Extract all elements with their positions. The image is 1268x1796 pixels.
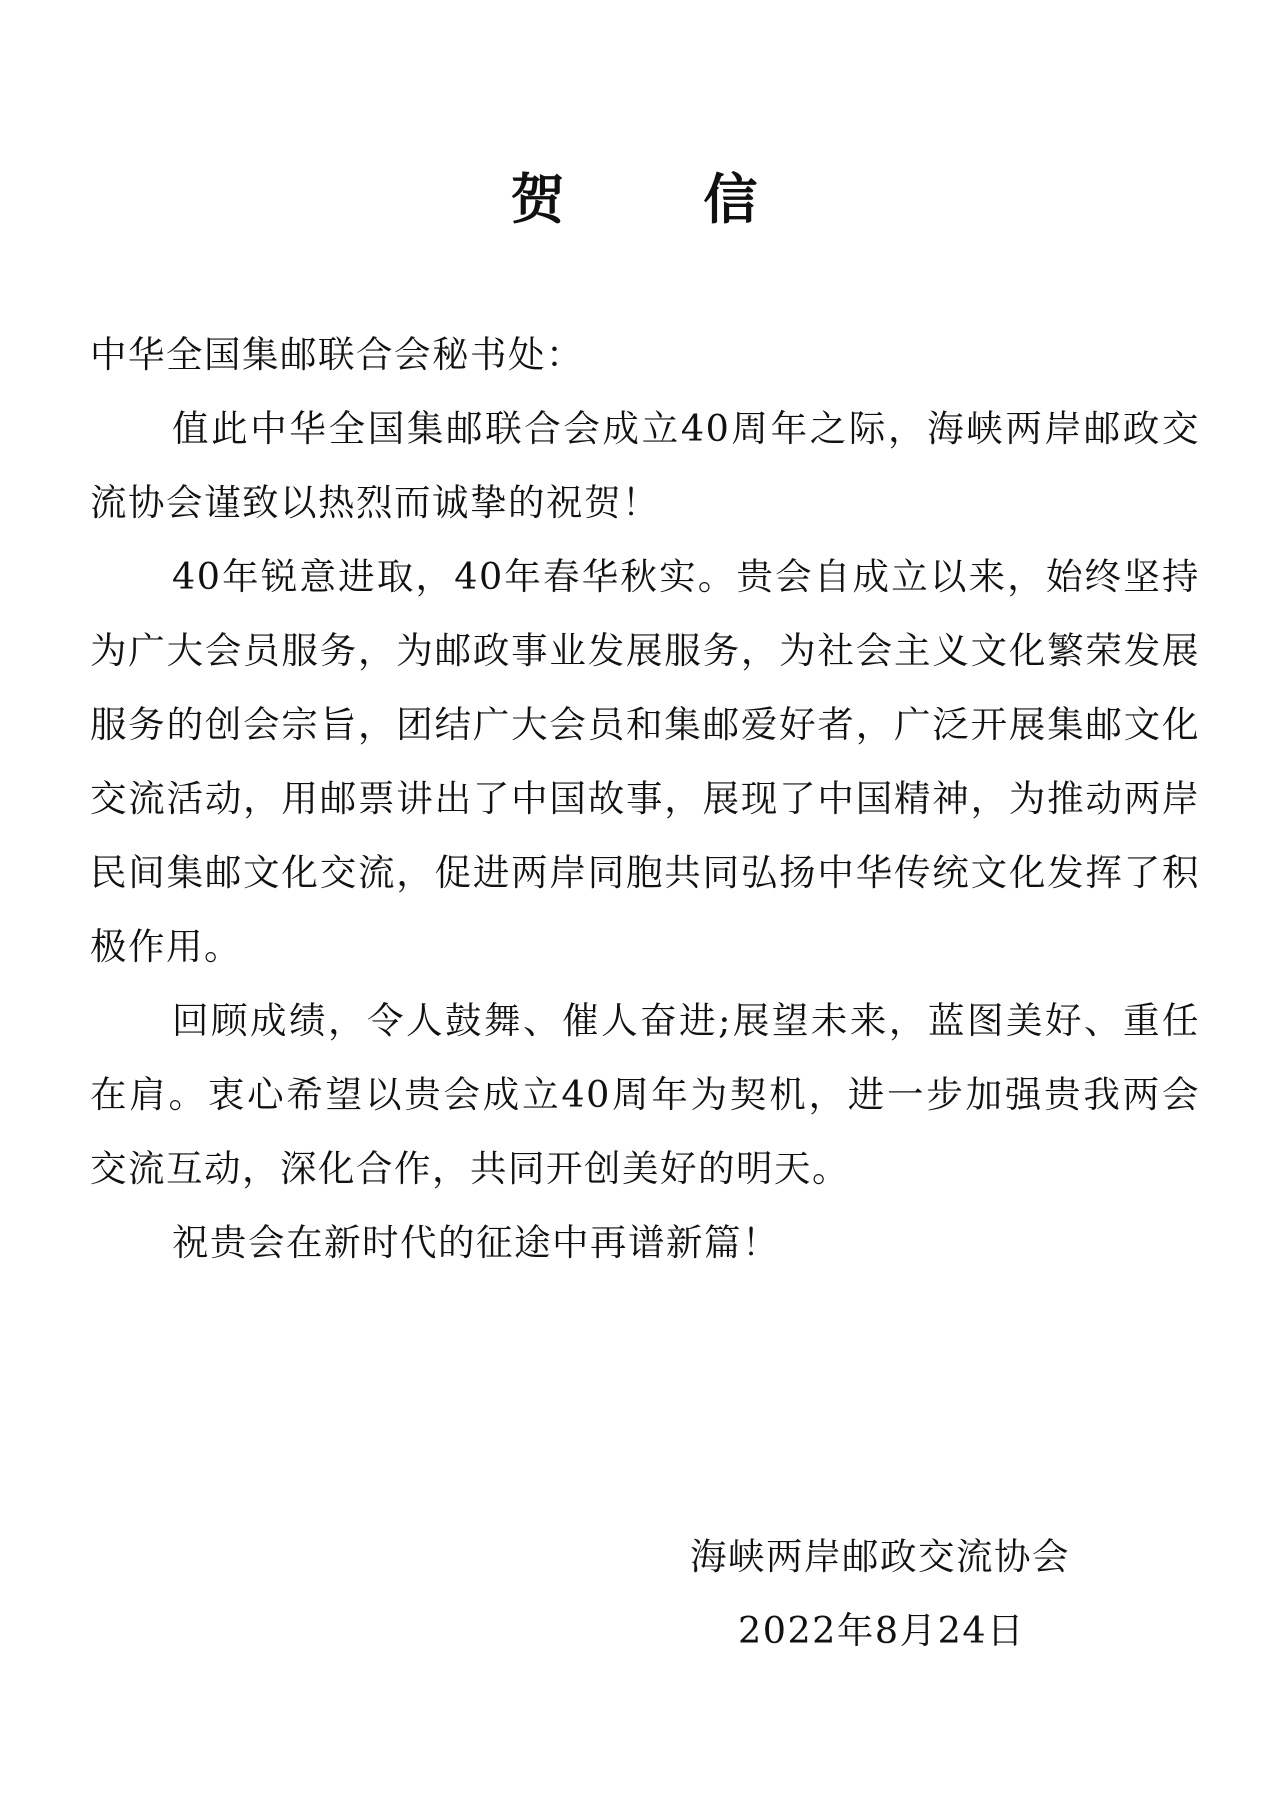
signature-date: 2022年8月24日 <box>738 1609 1026 1652</box>
letter-paragraph: 值此中华全国集邮联合会成立40周年之际，海峡两岸邮政交流协会谨致以热烈而诚挚的祝贺！ <box>90 407 1200 524</box>
letter-body <box>90 318 1200 1280</box>
letter-salutation: 中华全国集邮联合会秘书处： <box>90 333 584 376</box>
letter-paragraph: 祝贵会在新时代的征途中再谱新篇！ <box>172 1221 780 1264</box>
letter-paragraph: 回顾成绩，令人鼓舞、催人奋进;展望未来，蓝图美好、重任在肩。衷心希望以贵会成立40周年为契机，进一步加强贵我两会交流互动，深化合作，共同开创美好的明天。 <box>90 999 1200 1190</box>
letter-signature <box>690 1520 1210 1668</box>
letter-title: 贺 信 <box>510 168 818 231</box>
letter-paragraph: 40年锐意进取，40年春华秋实。贵会自成立以来，始终坚持为广大会员服务，为邮政事业发展服务，为社会主义文化繁荣发展服务的创会宗旨，团结广大会员和集邮爱好者，广泛开展集邮文化交流活动，用邮票讲出了中国故事，展现了中国精神，为推动两岸民间集邮文化交流，促进两岸同胞共同弘扬中华传统文化发挥了积极作用。 <box>90 555 1200 968</box>
signature-organization: 海峡两岸邮政交流协会 <box>690 1535 1070 1578</box>
